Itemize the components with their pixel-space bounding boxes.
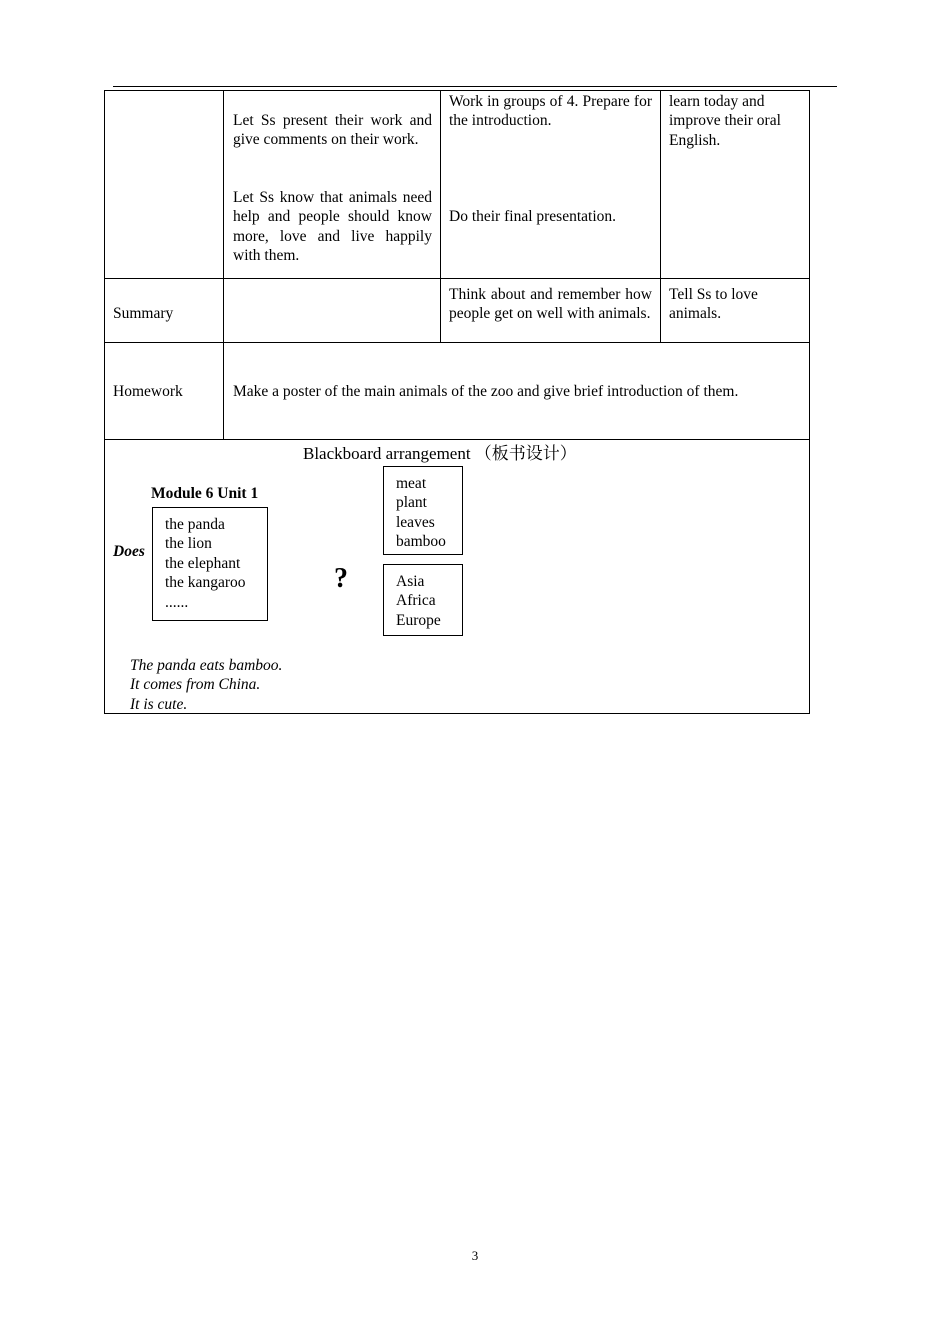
animal-item: the elephant xyxy=(165,554,241,572)
column-divider-1 xyxy=(223,90,224,440)
row-divider-1 xyxy=(104,278,810,279)
animal-item: ...... xyxy=(165,593,189,611)
page-number: 3 xyxy=(471,1248,479,1263)
does-label: Does xyxy=(113,543,145,560)
foods-box xyxy=(383,466,463,555)
module-unit-label: Module 6 Unit 1 xyxy=(151,485,259,502)
student-activity-groups: Work in groups of 4. Prepare for the introduction. xyxy=(449,93,652,130)
teacher-activity-animals: Let Ss know that animals need help and people should know more, love and live happily with them. xyxy=(233,189,432,265)
row-divider-2 xyxy=(104,342,810,343)
purpose-oral-english: learn today and improve their oral English. xyxy=(669,93,781,149)
animals-box xyxy=(152,507,268,621)
column-divider-3 xyxy=(660,90,661,343)
table-border-right xyxy=(809,90,810,714)
example-sentences xyxy=(130,656,282,714)
column-divider-2 xyxy=(440,90,441,343)
table-border-left xyxy=(104,90,105,714)
place-item: Asia xyxy=(396,573,425,590)
student-activity-presentation: Do their final presentation. xyxy=(449,208,617,225)
row-divider-3 xyxy=(104,439,810,440)
blackboard-title: Blackboard arrangement （板书设计） xyxy=(303,444,577,463)
summary-purpose: Tell Ss to love animals. xyxy=(669,286,758,323)
food-item: leaves xyxy=(396,513,435,531)
food-item: plant xyxy=(396,494,427,512)
place-item: Europe xyxy=(396,611,441,629)
animal-item: the kangaroo xyxy=(165,574,246,592)
summary-student-activity: Think about and remember how people get on well with animals. xyxy=(449,286,652,323)
food-item: bamboo xyxy=(396,533,446,551)
example-sentence: The panda eats bamboo. xyxy=(130,657,283,674)
table-border-top xyxy=(104,90,810,91)
homework-content: Make a poster of the main animals of the zoo and give brief introduction of them. xyxy=(233,383,739,400)
summary-stage-label: Summary xyxy=(113,305,174,322)
food-item: meat xyxy=(396,475,427,492)
header-rule xyxy=(113,86,837,87)
teacher-activity-present: Let Ss present their work and give comments on their work. xyxy=(233,112,432,149)
places-box xyxy=(383,564,463,636)
place-item: Africa xyxy=(396,592,436,610)
homework-stage-label: Homework xyxy=(113,383,183,400)
example-sentence: It is cute. xyxy=(130,695,188,713)
animal-item: the lion xyxy=(165,535,212,553)
question-mark: ? xyxy=(334,563,348,594)
example-sentence: It comes from China. xyxy=(130,676,261,694)
animal-item: the panda xyxy=(165,516,225,533)
